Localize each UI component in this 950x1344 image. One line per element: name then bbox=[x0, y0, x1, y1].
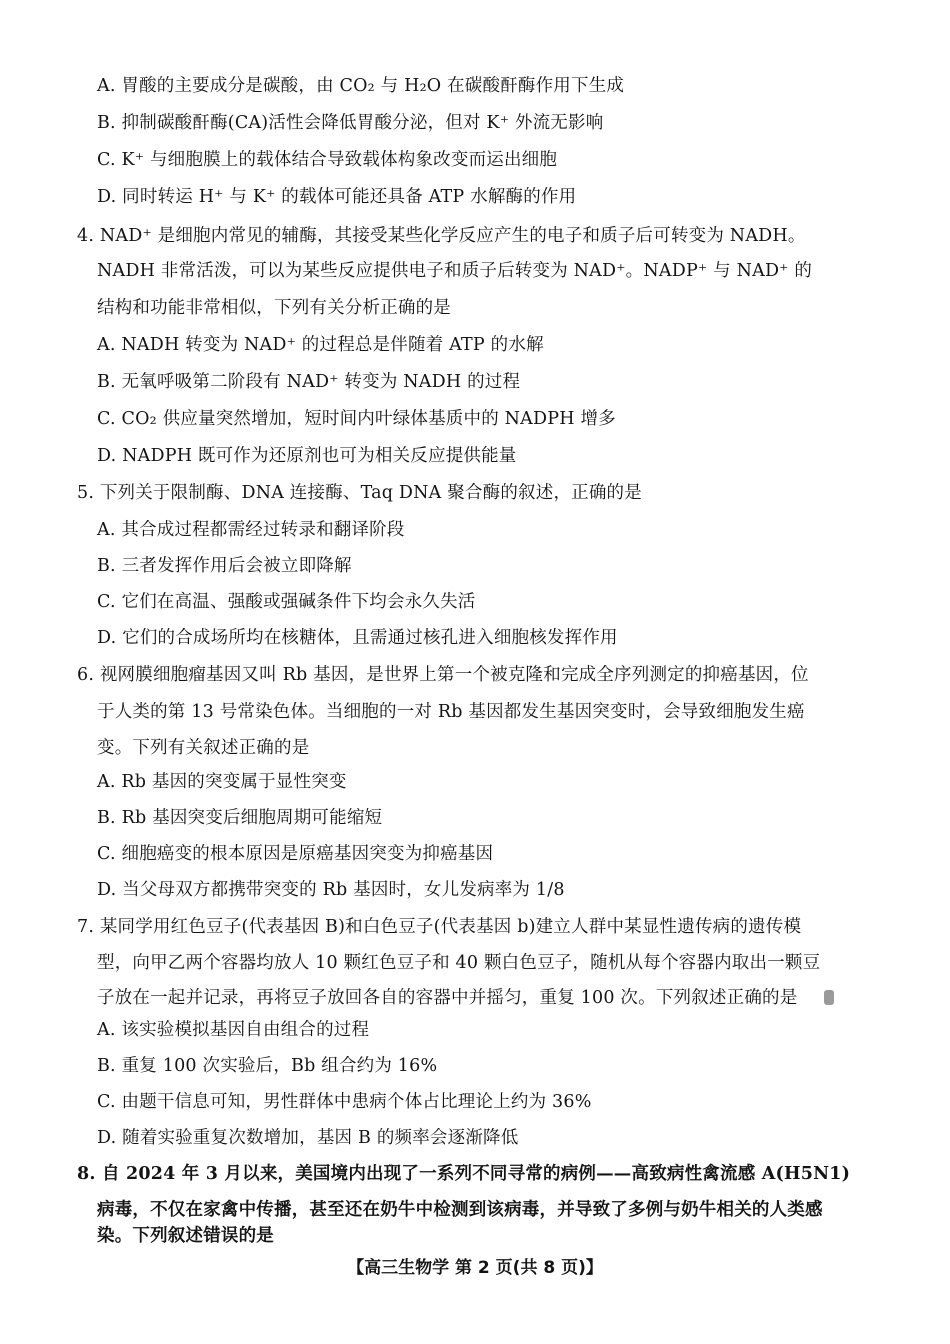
q3-option-b: B. 抑制碳酸酐酶(CA)活性会降低胃酸分泌，但对 K⁺ 外流无影响 bbox=[97, 113, 604, 133]
q5-option-b: B. 三者发挥作用后会被立即降解 bbox=[97, 556, 352, 576]
q8-stem-line3: 染。下列叙述错误的是 bbox=[97, 1226, 274, 1246]
q4-stem-line2: NADH 非常活泼，可以为某些反应提供电子和质子后转变为 NAD⁺。NADP⁺ 与 NAD⁺ 的 bbox=[97, 261, 813, 281]
q5-option-c: C. 它们在高温、强酸或强碱条件下均会永久失活 bbox=[97, 592, 476, 612]
q4-option-d: D. NADPH 既可作为还原剂也可为相关反应提供能量 bbox=[97, 446, 517, 466]
page-footer: 【高三生物学 第 2 页(共 8 页)】 bbox=[347, 1258, 603, 1278]
q6-stem-line1: 6. 视网膜细胞瘤基因又叫 Rb 基因，是世界上第一个被克隆和完成全序列测定的抑癌基因，位 bbox=[77, 665, 809, 685]
q7-option-a: A. 该实验模拟基因自由组合的过程 bbox=[97, 1020, 370, 1040]
q6-stem-line3: 变。下列有关叙述正确的是 bbox=[97, 738, 310, 758]
q6-stem-line2: 于人类的第 13 号常染色体。当细胞的一对 Rb 基因都发生基因突变时，会导致细胞发生癌 bbox=[97, 702, 805, 722]
q4-stem-line1: 4. NAD⁺ 是细胞内常见的辅酶，其接受某些化学反应产生的电子和质子后可转变为 NADH。 bbox=[77, 226, 806, 246]
q7-option-c: C. 由题干信息可知，男性群体中患病个体占比理论上约为 36% bbox=[97, 1092, 592, 1112]
q6-option-a: A. Rb 基因的突变属于显性突变 bbox=[97, 772, 347, 792]
q8-stem-line1: 8. 自 2024 年 3 月以来，美国境内出现了一系列不同寻常的病例——高致病性禽流感 A(H5N1) bbox=[77, 1164, 851, 1184]
q7-stem-line1: 7. 某同学用红色豆子(代表基因 B)和白色豆子(代表基因 b)建立人群中某显性遗传病的遗传模 bbox=[77, 917, 802, 937]
q6-option-c: C. 细胞癌变的根本原因是原癌基因突变为抑癌基因 bbox=[97, 844, 494, 864]
q4-stem-line3: 结构和功能非常相似，下列有关分析正确的是 bbox=[97, 298, 451, 318]
q5-option-a: A. 其合成过程都需经过转录和翻译阶段 bbox=[97, 520, 405, 540]
q7-option-d: D. 随着实验重复次数增加，基因 B 的频率会逐渐降低 bbox=[97, 1128, 519, 1148]
q6-option-d: D. 当父母双方都携带突变的 Rb 基因时，女儿发病率为 1/8 bbox=[97, 880, 565, 900]
q4-option-a: A. NADH 转变为 NAD⁺ 的过程总是伴随着 ATP 的水解 bbox=[97, 335, 544, 355]
q7-stem-line2: 型，向甲乙两个容器均放人 10 颗红色豆子和 40 颗白色豆子，随机从每个容器内取出一颗豆 bbox=[97, 953, 821, 973]
q4-option-c: C. CO₂ 供应量突然增加，短时间内叶绿体基质中的 NADPH 增多 bbox=[97, 409, 616, 429]
q3-option-a: A. 胃酸的主要成分是碳酸，由 CO₂ 与 H₂O 在碳酸酐酶作用下生成 bbox=[97, 76, 625, 96]
q5-option-d: D. 它们的合成场所均在核糖体，且需通过核孔进入细胞核发挥作用 bbox=[97, 628, 618, 648]
q6-option-b: B. Rb 基因突变后细胞周期可能缩短 bbox=[97, 808, 383, 828]
q5-stem: 5. 下列关于限制酶、DNA 连接酶、Taq DNA 聚合酶的叙述，正确的是 bbox=[77, 483, 642, 503]
q7-option-b: B. 重复 100 次实验后，Bb 组合约为 16% bbox=[97, 1056, 438, 1076]
q4-option-b: B. 无氧呼吸第二阶段有 NAD⁺ 转变为 NADH 的过程 bbox=[97, 372, 521, 392]
scan-smudge bbox=[824, 990, 834, 1005]
q7-stem-line3: 子放在一起并记录，再将豆子放回各自的容器中并摇匀，重复 100 次。下列叙述正确的是 bbox=[97, 988, 798, 1008]
q3-option-d: D. 同时转运 H⁺ 与 K⁺ 的载体可能还具备 ATP 水解酶的作用 bbox=[97, 187, 577, 207]
q3-option-c: C. K⁺ 与细胞膜上的载体结合导致载体构象改变而运出细胞 bbox=[97, 150, 558, 170]
q8-stem-line2: 病毒，不仅在家禽中传播，甚至还在奶牛中检测到该病毒，并导致了多例与奶牛相关的人类感 bbox=[97, 1200, 823, 1220]
